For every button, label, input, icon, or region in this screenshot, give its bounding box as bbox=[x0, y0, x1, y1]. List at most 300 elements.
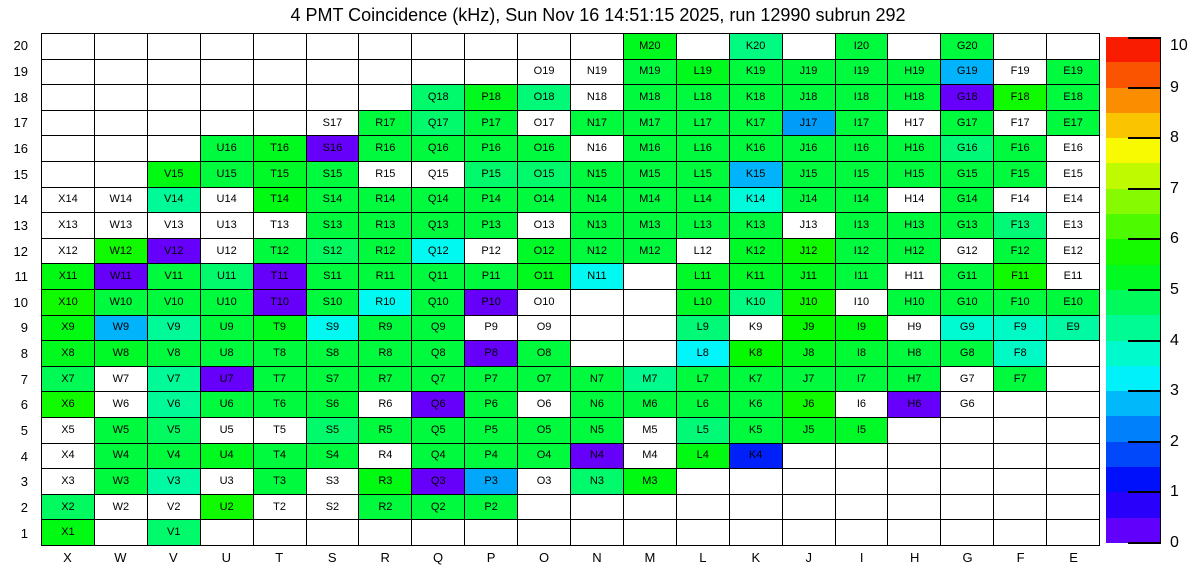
heatmap-cell-R2 bbox=[359, 495, 412, 521]
cell-label: H12 bbox=[904, 244, 925, 257]
heatmap-cell-empty bbox=[1047, 367, 1100, 393]
heatmap-cell-N7 bbox=[571, 367, 624, 393]
heatmap-cell-empty bbox=[994, 418, 1047, 444]
cell-label: V1 bbox=[167, 526, 181, 539]
colorbar-band bbox=[1106, 163, 1160, 188]
colorbar-tick bbox=[1128, 238, 1161, 240]
colorbar-tick bbox=[1128, 37, 1161, 39]
heatmap-cell-J12 bbox=[783, 239, 836, 265]
heatmap-cell-empty bbox=[42, 60, 95, 86]
cell-label: H7 bbox=[907, 372, 922, 385]
cell-label: T2 bbox=[273, 500, 286, 513]
cell-label: S10 bbox=[322, 295, 343, 308]
heatmap-cell-empty bbox=[677, 495, 730, 521]
cell-label: F16 bbox=[1010, 142, 1030, 155]
heatmap-cell-empty bbox=[95, 136, 148, 162]
cell-label: L4 bbox=[696, 449, 709, 462]
heatmap-cell-X3 bbox=[42, 469, 95, 495]
heatmap-cell-W3 bbox=[95, 469, 148, 495]
heatmap-cell-E13 bbox=[1047, 213, 1100, 239]
heatmap-cell-Q14 bbox=[412, 188, 465, 214]
heatmap-cell-empty bbox=[994, 34, 1047, 60]
heatmap-cell-empty bbox=[1047, 444, 1100, 470]
heatmap-cell-P10 bbox=[465, 290, 518, 316]
heatmap-cell-T16 bbox=[254, 136, 307, 162]
cell-label: W13 bbox=[109, 218, 133, 231]
colorbar-band bbox=[1106, 37, 1160, 62]
heatmap-cell-G6 bbox=[941, 392, 994, 418]
heatmap-cell-R15 bbox=[359, 162, 412, 188]
cell-label: M14 bbox=[639, 193, 661, 206]
heatmap-cell-W8 bbox=[95, 341, 148, 367]
heatmap-cell-H6 bbox=[888, 392, 941, 418]
heatmap-cell-empty bbox=[730, 495, 783, 521]
heatmap-cell-V12 bbox=[148, 239, 201, 265]
cell-label: K20 bbox=[745, 39, 766, 52]
cell-label: P8 bbox=[484, 346, 498, 359]
heatmap-cell-I10 bbox=[836, 290, 889, 316]
cell-label: R7 bbox=[378, 372, 393, 385]
cell-label: R12 bbox=[375, 244, 396, 257]
heatmap-cell-T12 bbox=[254, 239, 307, 265]
cell-label: J16 bbox=[799, 142, 818, 155]
cell-label: N17 bbox=[586, 116, 608, 129]
heatmap-cell-empty bbox=[624, 520, 677, 546]
cell-label: R10 bbox=[375, 295, 396, 308]
heatmap-cell-O17 bbox=[518, 111, 571, 137]
heatmap-cell-G13 bbox=[941, 213, 994, 239]
heatmap-cell-empty bbox=[624, 290, 677, 316]
colorbar-tick-label: 7 bbox=[1170, 179, 1179, 197]
heatmap-cell-T10 bbox=[254, 290, 307, 316]
heatmap-cell-R5 bbox=[359, 418, 412, 444]
heatmap-cell-Q4 bbox=[412, 444, 465, 470]
cell-label: G17 bbox=[956, 116, 978, 129]
cell-label: G15 bbox=[956, 167, 978, 180]
heatmap-cell-K4 bbox=[730, 444, 783, 470]
cell-label: U8 bbox=[219, 346, 234, 359]
heatmap-cell-empty bbox=[783, 444, 836, 470]
cell-label: M12 bbox=[639, 244, 661, 257]
heatmap-cell-R16 bbox=[359, 136, 412, 162]
heatmap-cell-empty bbox=[888, 418, 941, 444]
cell-label: G12 bbox=[956, 244, 978, 257]
heatmap-cell-J6 bbox=[783, 392, 836, 418]
cell-label: T16 bbox=[270, 142, 290, 155]
heatmap-cell-V15 bbox=[148, 162, 201, 188]
cell-label: J18 bbox=[799, 90, 818, 103]
colorbar-band bbox=[1106, 214, 1160, 239]
heatmap-cell-empty bbox=[571, 34, 624, 60]
heatmap-cell-M20 bbox=[624, 34, 677, 60]
heatmap-cell-empty bbox=[95, 162, 148, 188]
cell-label: L6 bbox=[696, 398, 709, 411]
cell-label: T4 bbox=[273, 449, 286, 462]
cell-label: I13 bbox=[853, 218, 870, 231]
heatmap-cell-G14 bbox=[941, 188, 994, 214]
heatmap-cell-empty bbox=[518, 495, 571, 521]
cell-label: S11 bbox=[323, 270, 342, 283]
cell-label: J11 bbox=[800, 270, 817, 283]
cell-label: R15 bbox=[375, 167, 396, 180]
heatmap-cell-I6 bbox=[836, 392, 889, 418]
heatmap-cell-empty bbox=[836, 520, 889, 546]
heatmap-cell-F9 bbox=[994, 316, 1047, 342]
heatmap-cell-empty bbox=[1047, 495, 1100, 521]
cell-label: H9 bbox=[907, 321, 922, 334]
heatmap-cell-Q16 bbox=[412, 136, 465, 162]
heatmap-cell-O5 bbox=[518, 418, 571, 444]
cell-label: E15 bbox=[1063, 167, 1083, 180]
heatmap-cell-L17 bbox=[677, 111, 730, 137]
cell-label: V5 bbox=[167, 423, 181, 436]
cell-label: O4 bbox=[536, 449, 552, 462]
cell-label: O5 bbox=[536, 423, 552, 436]
colorbar-tick bbox=[1128, 87, 1161, 89]
heatmap-cell-H14 bbox=[888, 188, 941, 214]
cell-label: O9 bbox=[536, 321, 552, 334]
cell-label: G11 bbox=[957, 270, 978, 283]
cell-label: O6 bbox=[536, 398, 552, 411]
heatmap-cell-empty bbox=[95, 520, 148, 546]
heatmap-cell-X12 bbox=[42, 239, 95, 265]
heatmap-cell-R14 bbox=[359, 188, 412, 214]
heatmap-cell-T9 bbox=[254, 316, 307, 342]
cell-label: M18 bbox=[639, 90, 661, 103]
heatmap-cell-S13 bbox=[307, 213, 360, 239]
heatmap-cell-P8 bbox=[465, 341, 518, 367]
cell-label: N15 bbox=[586, 167, 608, 180]
cell-label: M15 bbox=[639, 167, 661, 180]
colorbar-band bbox=[1106, 442, 1160, 467]
heatmap-cell-X14 bbox=[42, 188, 95, 214]
cell-label: E11 bbox=[1063, 270, 1083, 283]
heatmap-cell-O19 bbox=[518, 60, 571, 86]
cell-label: S17 bbox=[322, 116, 343, 129]
cell-label: W7 bbox=[112, 372, 130, 385]
heatmap-cell-I18 bbox=[836, 85, 889, 111]
cell-label: U2 bbox=[219, 500, 234, 513]
heatmap-cell-O13 bbox=[518, 213, 571, 239]
cell-label: P7 bbox=[484, 372, 498, 385]
y-axis-label: 6 bbox=[20, 397, 28, 413]
heatmap-cell-empty bbox=[836, 495, 889, 521]
heatmap-cell-empty bbox=[201, 85, 254, 111]
cell-label: M3 bbox=[642, 474, 658, 487]
cell-label: I12 bbox=[853, 244, 870, 257]
cell-label: G19 bbox=[956, 65, 978, 78]
colorbar-tick-label: 2 bbox=[1170, 432, 1179, 450]
heatmap-cell-U8 bbox=[201, 341, 254, 367]
heatmap-cell-O4 bbox=[518, 444, 571, 470]
heatmap-cell-empty bbox=[783, 520, 836, 546]
heatmap-cell-M14 bbox=[624, 188, 677, 214]
cell-label: S6 bbox=[325, 398, 340, 411]
cell-label: K8 bbox=[748, 346, 763, 359]
heatmap-cell-K20 bbox=[730, 34, 783, 60]
cell-label: J9 bbox=[802, 321, 815, 334]
heatmap-cell-O10 bbox=[518, 290, 571, 316]
colorbar-tick bbox=[1128, 289, 1161, 291]
heatmap-cell-T4 bbox=[254, 444, 307, 470]
heatmap-cell-F10 bbox=[994, 290, 1047, 316]
heatmap-cell-Q9 bbox=[412, 316, 465, 342]
cell-label: P15 bbox=[481, 167, 501, 180]
plot-title: 4 PMT Coincidence (kHz), Sun Nov 16 14:51:15 2025, run 12990 subrun 292 bbox=[290, 5, 906, 25]
heatmap-cell-empty bbox=[1047, 520, 1100, 546]
cell-label: E17 bbox=[1063, 116, 1083, 129]
colorbar-band bbox=[1106, 239, 1160, 264]
colorbar-tick bbox=[1128, 188, 1161, 190]
heatmap-cell-J13 bbox=[783, 213, 836, 239]
heatmap-cell-E9 bbox=[1047, 316, 1100, 342]
cell-label: V9 bbox=[167, 321, 181, 334]
heatmap-cell-empty bbox=[465, 60, 518, 86]
cell-label: V2 bbox=[167, 500, 181, 513]
cell-label: I20 bbox=[853, 39, 870, 52]
heatmap-cell-N13 bbox=[571, 213, 624, 239]
cell-label: X4 bbox=[61, 449, 75, 462]
heatmap-cell-empty bbox=[307, 85, 360, 111]
heatmap-cell-L5 bbox=[677, 418, 730, 444]
heatmap-cell-U4 bbox=[201, 444, 254, 470]
y-axis-label: 14 bbox=[13, 192, 28, 208]
heatmap-cell-X10 bbox=[42, 290, 95, 316]
cell-label: I11 bbox=[854, 270, 869, 283]
cell-label: P4 bbox=[484, 449, 498, 462]
heatmap-cell-J8 bbox=[783, 341, 836, 367]
heatmap-cell-empty bbox=[571, 316, 624, 342]
cell-label: K13 bbox=[745, 218, 766, 231]
heatmap-cell-empty bbox=[624, 264, 677, 290]
cell-label: V6 bbox=[167, 398, 181, 411]
heatmap-cell-empty bbox=[941, 418, 994, 444]
colorbar-band bbox=[1106, 366, 1160, 391]
cell-label: J5 bbox=[802, 423, 815, 436]
cell-label: F18 bbox=[1010, 90, 1030, 103]
cell-label: H10 bbox=[904, 295, 925, 308]
cell-label: O16 bbox=[533, 142, 555, 155]
cell-label: T13 bbox=[270, 218, 290, 231]
heatmap-cell-empty bbox=[42, 136, 95, 162]
cell-label: N16 bbox=[586, 142, 608, 155]
y-axis bbox=[0, 33, 30, 546]
heatmap-cell-U7 bbox=[201, 367, 254, 393]
cell-label: E16 bbox=[1063, 142, 1083, 155]
cell-label: H11 bbox=[904, 270, 925, 283]
heatmap-cell-P13 bbox=[465, 213, 518, 239]
cell-label: Q13 bbox=[427, 218, 449, 231]
x-axis-label: H bbox=[909, 550, 920, 565]
heatmap-cell-O6 bbox=[518, 392, 571, 418]
cell-label: L19 bbox=[693, 65, 712, 78]
heatmap-cell-M13 bbox=[624, 213, 677, 239]
cell-label: R8 bbox=[378, 346, 393, 359]
y-axis-label: 17 bbox=[13, 115, 28, 131]
cell-label: P11 bbox=[481, 270, 501, 283]
cell-label: K7 bbox=[748, 372, 763, 385]
cell-label: T8 bbox=[273, 346, 286, 359]
heatmap-cell-L13 bbox=[677, 213, 730, 239]
cell-label: T5 bbox=[273, 423, 286, 436]
heatmap-cell-K10 bbox=[730, 290, 783, 316]
cell-label: I7 bbox=[856, 372, 867, 385]
heatmap-cell-empty bbox=[888, 495, 941, 521]
heatmap-cell-P6 bbox=[465, 392, 518, 418]
cell-label: Q9 bbox=[430, 321, 446, 334]
heatmap-cell-empty bbox=[836, 469, 889, 495]
cell-label: F15 bbox=[1010, 167, 1030, 180]
cell-label: I16 bbox=[853, 142, 870, 155]
heatmap-cell-E19 bbox=[1047, 60, 1100, 86]
heatmap-cell-N11 bbox=[571, 264, 624, 290]
cell-label: L12 bbox=[693, 244, 712, 257]
heatmap-cell-T14 bbox=[254, 188, 307, 214]
cell-label: S2 bbox=[325, 500, 340, 513]
cell-label: X1 bbox=[61, 526, 75, 539]
heatmap-cell-X5 bbox=[42, 418, 95, 444]
cell-label: J13 bbox=[799, 218, 818, 231]
heatmap-cell-T6 bbox=[254, 392, 307, 418]
heatmap-cell-empty bbox=[783, 34, 836, 60]
heatmap-cell-V9 bbox=[148, 316, 201, 342]
cell-label: O7 bbox=[536, 372, 552, 385]
heatmap-cell-L16 bbox=[677, 136, 730, 162]
heatmap-cell-S5 bbox=[307, 418, 360, 444]
cell-label: Q7 bbox=[430, 372, 446, 385]
colorbar-band bbox=[1106, 467, 1160, 492]
heatmap-cell-V1 bbox=[148, 520, 201, 546]
heatmap-cell-I11 bbox=[836, 264, 889, 290]
heatmap-cell-O12 bbox=[518, 239, 571, 265]
heatmap-cell-empty bbox=[359, 60, 412, 86]
heatmap-cell-empty bbox=[994, 495, 1047, 521]
heatmap-cell-empty bbox=[359, 34, 412, 60]
heatmap-cell-J5 bbox=[783, 418, 836, 444]
heatmap-cell-empty bbox=[254, 111, 307, 137]
cell-label: W14 bbox=[109, 193, 133, 206]
heatmap-cell-O16 bbox=[518, 136, 571, 162]
cell-label: E18 bbox=[1063, 90, 1083, 103]
heatmap-cell-empty bbox=[994, 392, 1047, 418]
cell-label: K11 bbox=[746, 270, 766, 283]
heatmap-cell-G10 bbox=[941, 290, 994, 316]
heatmap-cell-E10 bbox=[1047, 290, 1100, 316]
heatmap-cell-W7 bbox=[95, 367, 148, 393]
heatmap-cell-N18 bbox=[571, 85, 624, 111]
heatmap-cell-K17 bbox=[730, 111, 783, 137]
cell-label: X14 bbox=[58, 193, 78, 206]
heatmap-cell-I15 bbox=[836, 162, 889, 188]
heatmap-cell-M4 bbox=[624, 444, 677, 470]
cell-label: L16 bbox=[693, 142, 712, 155]
heatmap-cell-U9 bbox=[201, 316, 254, 342]
heatmap-cell-empty bbox=[359, 85, 412, 111]
heatmap-grid bbox=[41, 33, 1100, 546]
heatmap-cell-V13 bbox=[148, 213, 201, 239]
cell-label: L13 bbox=[693, 218, 712, 231]
cell-label: O3 bbox=[536, 474, 552, 487]
cell-label: S5 bbox=[325, 423, 340, 436]
heatmap-cell-O14 bbox=[518, 188, 571, 214]
cell-label: X7 bbox=[61, 372, 75, 385]
heatmap-cell-L7 bbox=[677, 367, 730, 393]
heatmap-cell-K18 bbox=[730, 85, 783, 111]
heatmap-cell-K19 bbox=[730, 60, 783, 86]
heatmap-cell-empty bbox=[359, 520, 412, 546]
cell-label: W8 bbox=[112, 346, 130, 359]
heatmap-cell-W2 bbox=[95, 495, 148, 521]
cell-label: E9 bbox=[1066, 321, 1080, 334]
heatmap-cell-K5 bbox=[730, 418, 783, 444]
cell-label: H19 bbox=[904, 65, 925, 78]
cell-label: W4 bbox=[112, 449, 130, 462]
heatmap-cell-R7 bbox=[359, 367, 412, 393]
cell-label: T3 bbox=[273, 474, 286, 487]
y-axis-label: 1 bbox=[20, 525, 28, 541]
cell-label: M20 bbox=[639, 39, 661, 52]
cell-label: X9 bbox=[61, 321, 75, 334]
cell-label: T11 bbox=[270, 270, 289, 283]
heatmap-cell-E12 bbox=[1047, 239, 1100, 265]
cell-label: S3 bbox=[325, 474, 340, 487]
cell-label: U12 bbox=[216, 244, 237, 257]
heatmap-cell-empty bbox=[888, 34, 941, 60]
heatmap-cell-W4 bbox=[95, 444, 148, 470]
heatmap-cell-empty bbox=[783, 495, 836, 521]
cell-label: U4 bbox=[219, 449, 234, 462]
cell-label: F7 bbox=[1013, 372, 1027, 385]
cell-label: O17 bbox=[533, 116, 555, 129]
heatmap-cell-X8 bbox=[42, 341, 95, 367]
heatmap-cell-empty bbox=[254, 34, 307, 60]
cell-label: N3 bbox=[589, 474, 604, 487]
y-axis-label: 3 bbox=[20, 474, 28, 490]
heatmap-cell-empty bbox=[95, 60, 148, 86]
colorbar-band bbox=[1106, 341, 1160, 366]
colorbar-tick bbox=[1128, 542, 1161, 544]
heatmap-cell-empty bbox=[465, 520, 518, 546]
heatmap-cell-empty bbox=[730, 469, 783, 495]
heatmap-cell-I12 bbox=[836, 239, 889, 265]
heatmap-cell-S15 bbox=[307, 162, 360, 188]
cell-label: R3 bbox=[378, 474, 393, 487]
colorbar-tick bbox=[1128, 441, 1161, 443]
heatmap-cell-M6 bbox=[624, 392, 677, 418]
cell-label: P12 bbox=[481, 244, 501, 257]
cell-label: N4 bbox=[589, 449, 604, 462]
heatmap-cell-R17 bbox=[359, 111, 412, 137]
cell-label: M4 bbox=[642, 449, 658, 462]
cell-label: Q6 bbox=[430, 398, 446, 411]
heatmap-cell-Q8 bbox=[412, 341, 465, 367]
heatmap-cell-empty bbox=[1047, 341, 1100, 367]
heatmap-cell-J9 bbox=[783, 316, 836, 342]
heatmap-cell-Q2 bbox=[412, 495, 465, 521]
heatmap-cell-E18 bbox=[1047, 85, 1100, 111]
heatmap-cell-N4 bbox=[571, 444, 624, 470]
cell-label: Q5 bbox=[430, 423, 446, 436]
heatmap-cell-P15 bbox=[465, 162, 518, 188]
heatmap-cell-T7 bbox=[254, 367, 307, 393]
cell-label: S4 bbox=[325, 449, 340, 462]
cell-label: W12 bbox=[109, 244, 133, 257]
cell-label: J7 bbox=[802, 372, 815, 385]
cell-label: I10 bbox=[853, 295, 870, 308]
cell-label: U9 bbox=[219, 321, 234, 334]
heatmap-cell-N5 bbox=[571, 418, 624, 444]
heatmap-cell-empty bbox=[783, 469, 836, 495]
